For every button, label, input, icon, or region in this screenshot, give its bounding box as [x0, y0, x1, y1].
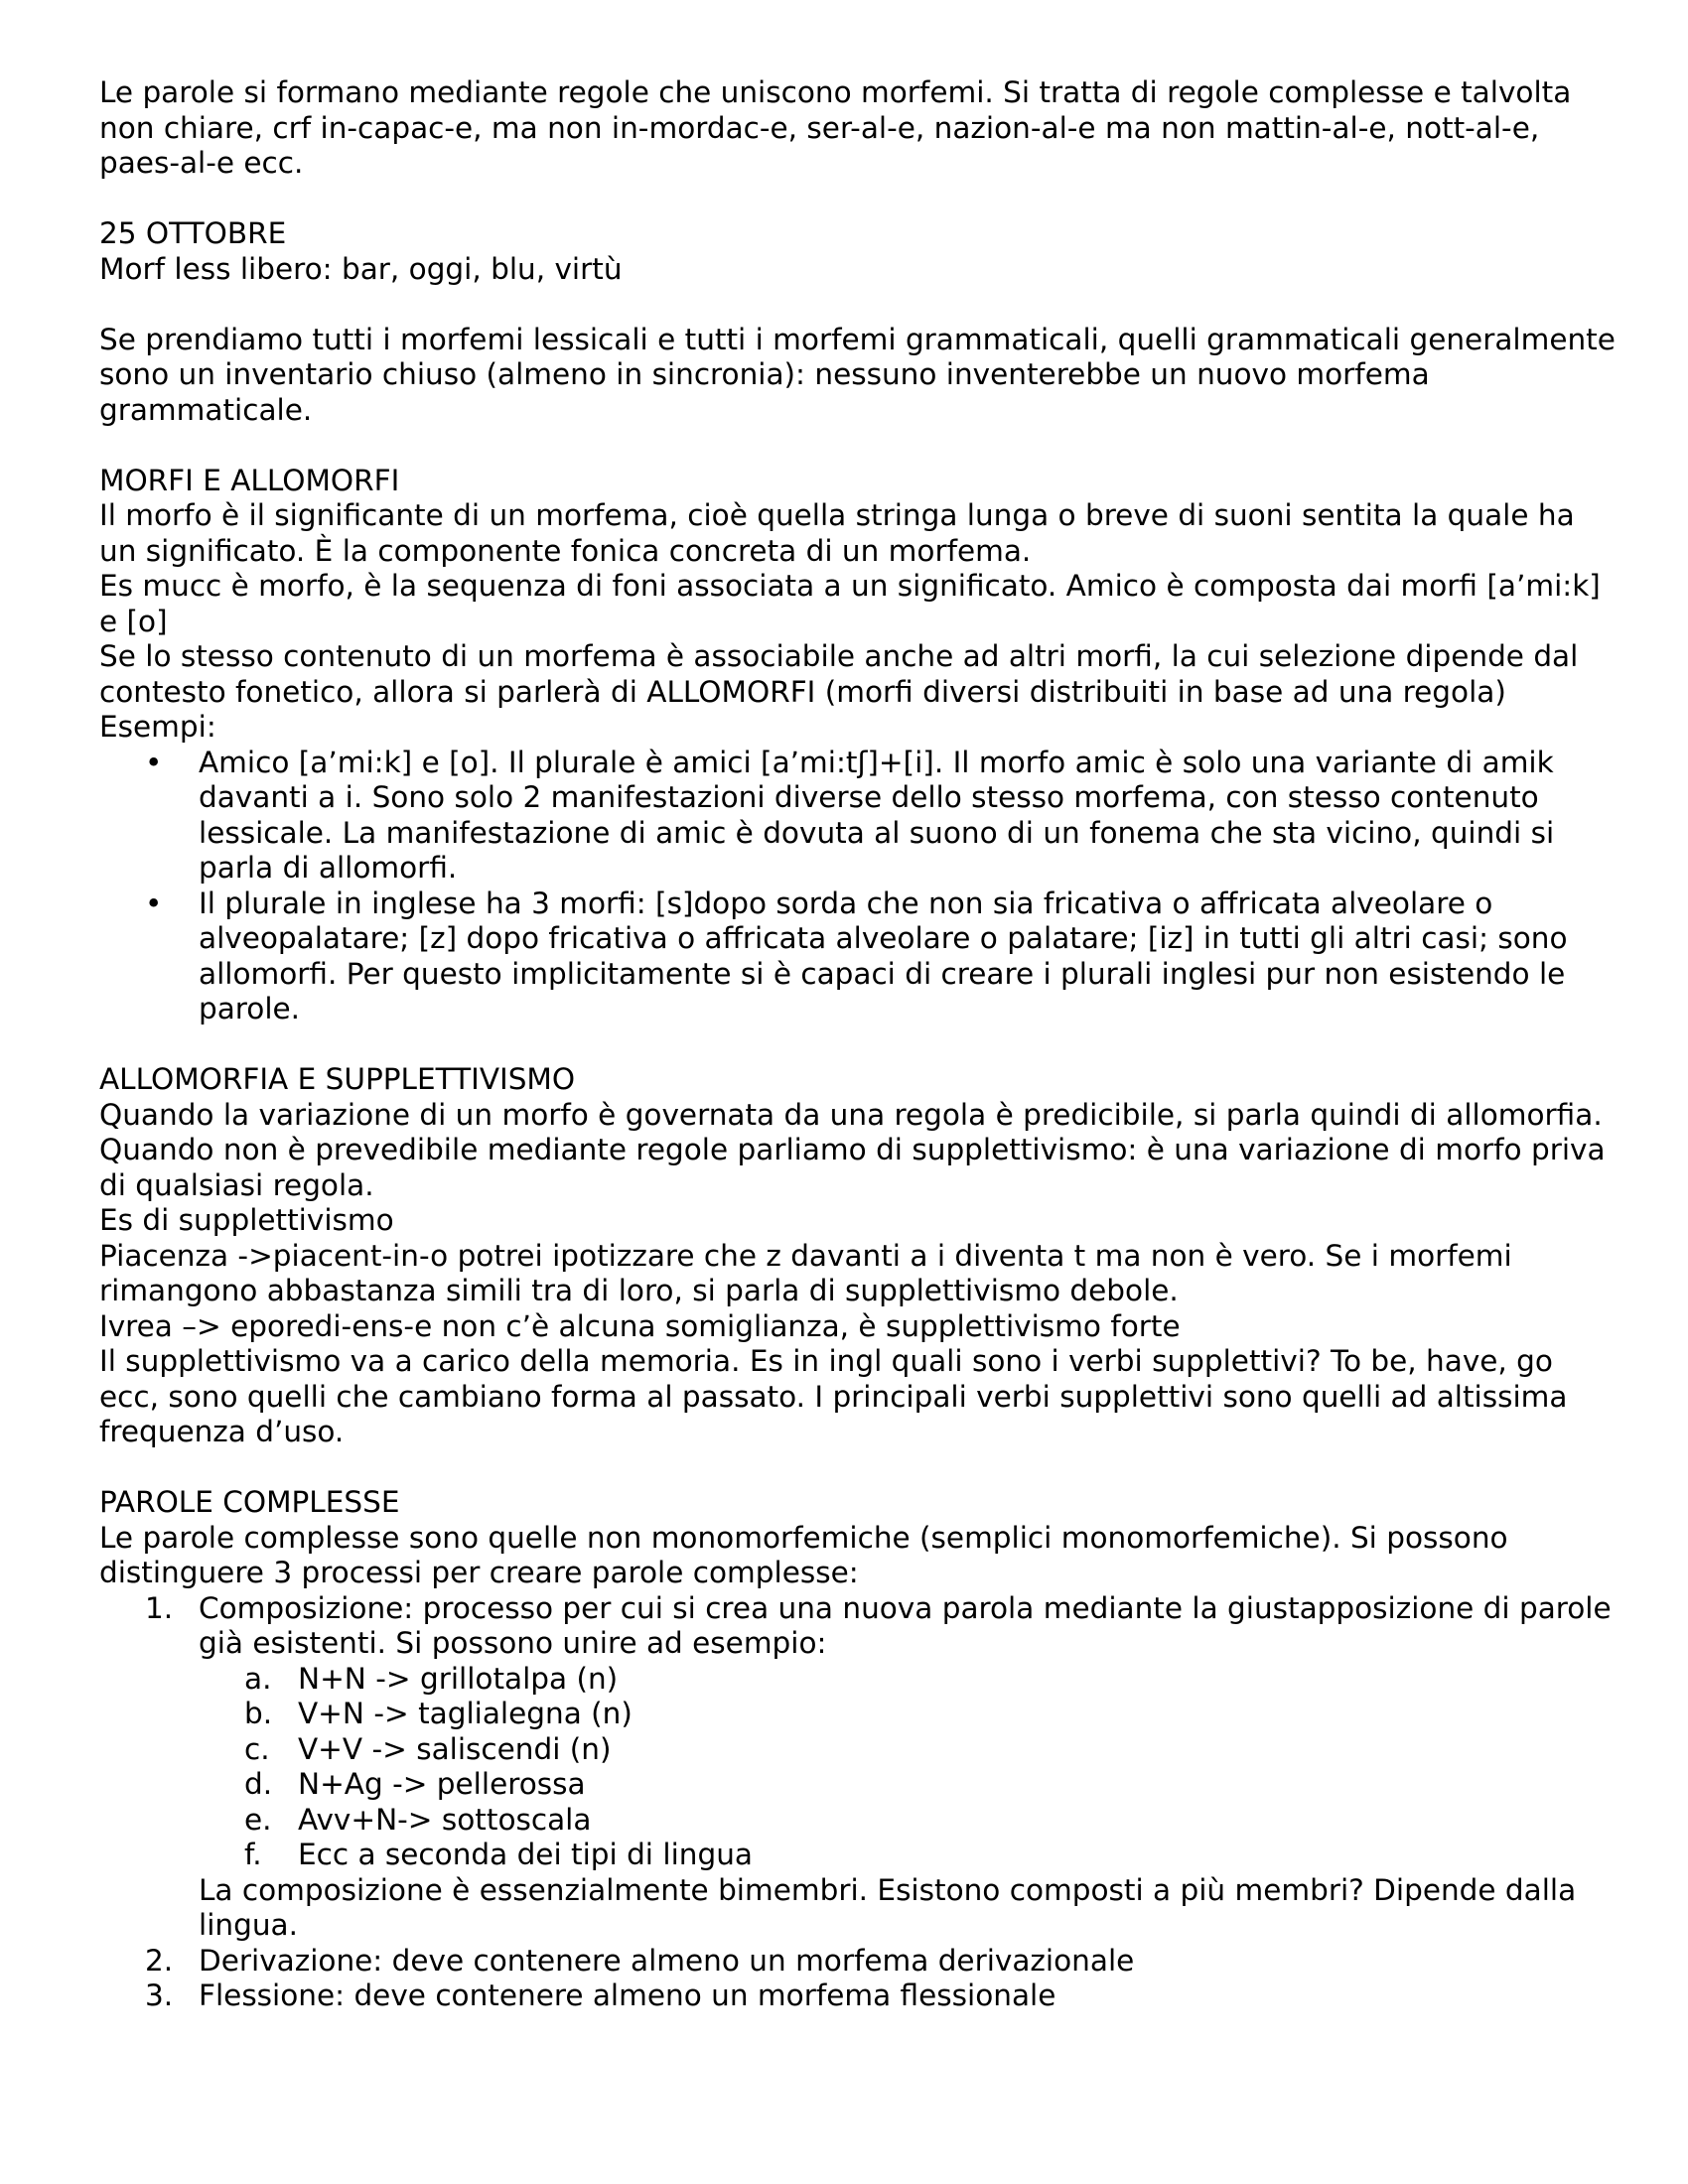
paragraph: Es di supplettivismo	[99, 1203, 394, 1237]
list-marker: d.	[244, 1767, 273, 1801]
spacer	[99, 1027, 1618, 1063]
list-item-text: Il plurale in inglese ha 3 morfi: [s]dopo sorda che non sia fricativa o affricata alveolare o alveopalatare; [z] dopo fricativa o affricata alveolare o palatare; [iz] in tutti gli altri casi; sono allomorfi. Per questo implicitamente si è capaci di creare i plurali inglesi pur non esistendo le parole.	[199, 886, 1568, 1025]
list-item-text: Amico [a’mi:k] e [o]. Il plurale è amici [a’mi:tʃ]+[i]. Il morfo amic è solo una variante di amik davanti a i. Sono solo 2 manifestazioni diverse dello stesso morfema, con stesso contenuto lessicale. La manifestazione di amic è dovuta al suono di un fonema che sta vicino, quindi si parla di allomorfi.	[199, 745, 1555, 885]
list-item-text: N+N -> grillotalpa (n)	[298, 1661, 619, 1696]
sub-list-item	[199, 1662, 1618, 1698]
morf-less-line: Morf less libero: bar, oggi, blu, virtù	[99, 251, 623, 286]
list-item-note: La composizione è essenzialmente bimembri. Esistono composti a più membri? Dipende dalla lingua.	[199, 1872, 1577, 1942]
list-item-text: Avv+N-> sottoscala	[298, 1802, 592, 1837]
list-marker: 2.	[145, 1943, 174, 1978]
bullet-list	[99, 746, 1618, 1027]
list-item-text: Ecc a seconda dei tipi di lingua	[298, 1838, 753, 1871]
list-item	[99, 746, 1618, 887]
paragraph: Piacenza ->piacent-in-o potrei ipotizzare che z davanti a i diventa t ma non è vero. Se i morfemi rimangono abbastanza simili tra di loro, si parla di supplettivismo debole.	[99, 1238, 1512, 1307]
section-allomorfia-supplettivismo	[99, 1062, 1618, 1450]
list-marker: c.	[244, 1731, 270, 1766]
list-marker: a.	[244, 1661, 272, 1696]
numbered-list	[99, 1591, 1618, 2014]
paragraph: Le parole complesse sono quelle non monomorfemiche (semplici monomorfemiche). Si possono distinguere 3 processi per creare parole complesse:	[99, 1520, 1508, 1589]
spacer	[99, 182, 1618, 217]
document-page	[99, 75, 1618, 2014]
paragraph: Il morfo è il significante di un morfema, cioè quella stringa lunga o breve di suoni sentita la quale ha un significato. È la componente fonica concreta di un morfema.	[99, 498, 1575, 568]
sub-list-item	[199, 1732, 1618, 1768]
list-item	[99, 887, 1618, 1027]
spacer	[99, 428, 1618, 464]
section-morfi-allomorfi	[99, 464, 1618, 1027]
spacer	[99, 287, 1618, 323]
morfemi-paragraph: Se prendiamo tutti i morfemi lessicali e tutti i morfemi grammaticali, quelli grammaticali generalmente sono un inventario chiuso (almeno in sincronia): nessuno inventerebbe un nuovo morfema grammaticale.	[99, 322, 1616, 427]
sub-list	[199, 1662, 1618, 1873]
examples-label: Esempi:	[99, 710, 216, 744]
list-marker: 1.	[145, 1590, 174, 1625]
intro-paragraph: Le parole si formano mediante regole che uniscono morfemi. Si tratta di regole complesse e talvolta non chiare, crf in-capac-e, ma non in-mordac-e, ser-al-e, nazion-al-e ma non mattin-al-e, nott-al-e, paes-al-e ecc.	[99, 75, 1572, 180]
paragraph: Ivrea –> eporedi-ens-e non c’è alcuna somiglianza, è supplettivismo forte	[99, 1308, 1181, 1343]
paragraph: Se lo stesso contenuto di un morfema è associabile anche ad altri morfi, la cui selezione dipende dal contesto fonetico, allora si parlerà di ALLOMORFI (morfi diversi distribuiti in base ad una regola)	[99, 639, 1579, 709]
section-heading: PAROLE COMPLESSE	[99, 1485, 400, 1519]
bullet-icon: •	[145, 886, 163, 920]
spacer	[99, 1450, 1618, 1486]
list-item	[99, 1944, 1618, 1979]
paragraph: Il supplettivismo va a carico della memoria. Es in ingl quali sono i verbi supplettivi? To be, have, go ecc, sono quelli che cambiano forma al passato. I principali verbi supplettivi sono quelli ad altissima frequenza d’uso.	[99, 1344, 1568, 1448]
sub-list-item	[199, 1767, 1618, 1803]
list-marker: e.	[244, 1802, 272, 1837]
list-item	[99, 1979, 1618, 2014]
sub-list-item	[199, 1838, 1618, 1873]
list-marker: b.	[244, 1697, 273, 1730]
paragraph: Quando la variazione di un morfo è governata da una regola è predicibile, si parla quindi di allomorfia. Quando non è prevedibile mediante regole parliamo di supplettivismo: è una variazione di morfo priva di qualsiasi regola.	[99, 1097, 1606, 1202]
section-heading: MORFI E ALLOMORFI	[99, 463, 400, 497]
list-item-text: V+V -> saliscendi (n)	[298, 1731, 612, 1766]
list-item	[99, 1591, 1618, 1944]
list-item-text: Derivazione: deve contenere almeno un morfema derivazionale	[199, 1943, 1135, 1978]
date-heading: 25 OTTOBRE	[99, 216, 287, 250]
section-heading: ALLOMORFIA E SUPPLETTIVISMO	[99, 1062, 576, 1096]
list-marker: 3.	[145, 1979, 174, 2012]
list-item-text: V+N -> taglialegna (n)	[298, 1697, 633, 1730]
list-item-text: Composizione: processo per cui si crea una nuova parola mediante la giustapposizione di parole già esistenti. Si possono unire ad esempio:	[199, 1590, 1612, 1660]
list-marker: f.	[244, 1838, 262, 1871]
sub-list-item	[199, 1803, 1618, 1839]
sub-list-item	[199, 1697, 1618, 1732]
list-item-text: Flessione: deve contenere almeno un morfema flessionale	[199, 1979, 1056, 2012]
paragraph: Es mucc è morfo, è la sequenza di foni associata a un significato. Amico è composta dai morfi [a’mi:k] e [o]	[99, 569, 1601, 638]
list-item-text: N+Ag -> pellerossa	[298, 1767, 586, 1801]
bullet-icon: •	[145, 745, 163, 779]
section-parole-complesse	[99, 1485, 1618, 2014]
